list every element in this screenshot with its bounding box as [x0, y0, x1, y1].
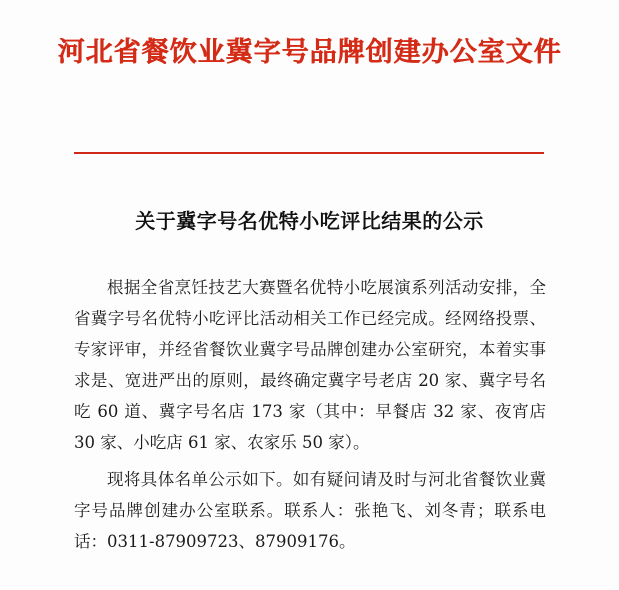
- page-title: 关于冀字号名优特小吃评比结果的公示: [135, 209, 484, 233]
- red-horizontal-rule: [74, 152, 544, 154]
- body-paragraph-2: 现将具体名单公示如下。如有疑问请及时与河北省餐饮业冀字号品牌创建办公室联系。联系人：张艳飞、刘冬青；联系电话：0311-87909723、87909176。: [74, 470, 546, 551]
- letterhead-title: 河北省餐饮业冀字号品牌创建办公室文件: [57, 37, 562, 68]
- letterhead: [0, 30, 619, 69]
- document-body: [74, 272, 546, 557]
- body-paragraph-1: 根据全省烹饪技艺大赛暨名优特小吃展演系列活动安排，全省冀字号名优特小吃评比活动相关工作已经完成。经网络投票、专家评审，并经省餐饮业冀字号品牌创建办公室研究，本着实事求是、宽进严出的原则，最终确定冀字号老店 20 家、冀字号名吃 60 道、冀字号名店 173 家（其中：早餐店 32 家、夜宵店 30 家、小吃店 61 家、农家乐 50 家）。: [74, 278, 546, 452]
